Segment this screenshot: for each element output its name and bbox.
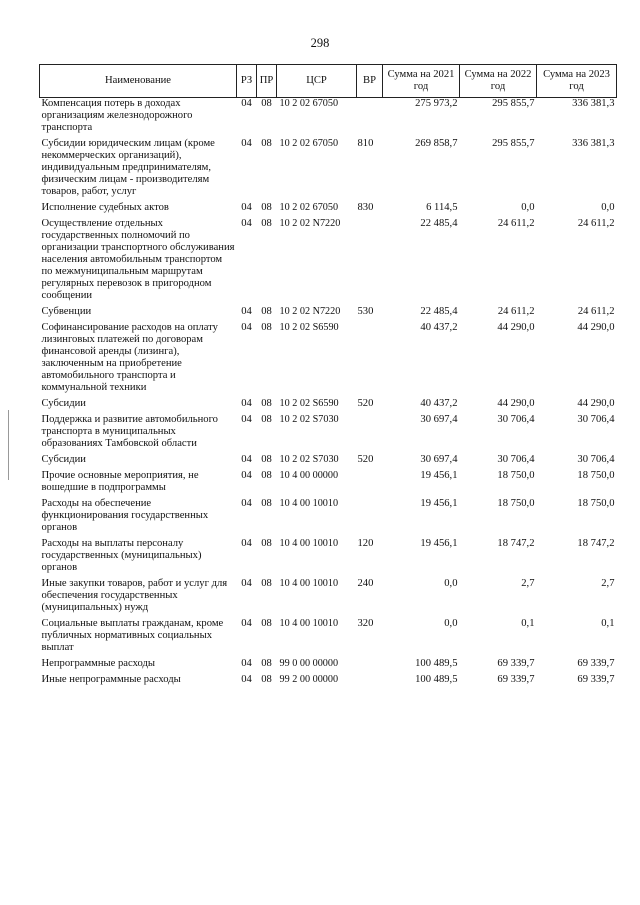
cell-vr bbox=[357, 322, 383, 398]
table-row bbox=[40, 414, 617, 454]
table-row bbox=[40, 674, 617, 690]
cell-vr bbox=[357, 98, 383, 139]
cell-name: Расходы на обеспечение функционирования государственных органов bbox=[41, 498, 209, 533]
table-row bbox=[40, 202, 617, 218]
cell-pr: 08 bbox=[261, 454, 272, 465]
cell-rz: 04 bbox=[241, 674, 252, 685]
cell-sum-2023: 69 339,7 bbox=[577, 674, 615, 685]
cell-name: Расходы на выплаты персоналу государственных (муниципальных) органов bbox=[41, 538, 202, 573]
cell-name: Иные закупки товаров, работ и услуг для обеспечения государственных (муниципальных) нужд bbox=[41, 578, 228, 613]
cell-vr bbox=[357, 658, 383, 674]
cell-pr: 08 bbox=[261, 98, 272, 109]
cell-sum-2021: 100 489,5 bbox=[415, 658, 458, 669]
cell-csr: 10 2 02 67050 bbox=[279, 202, 339, 213]
cell-sum-2023: 69 339,7 bbox=[577, 658, 615, 669]
table-row bbox=[40, 578, 617, 618]
cell-sum-2023: 336 381,3 bbox=[572, 138, 615, 149]
cell-vr: 240 bbox=[357, 578, 374, 589]
cell-sum-2021: 100 489,5 bbox=[415, 674, 458, 685]
table-body bbox=[40, 98, 617, 691]
cell-csr: 10 4 00 10010 bbox=[279, 578, 339, 589]
scan-margin-line bbox=[8, 410, 9, 480]
table-row bbox=[40, 306, 617, 322]
cell-csr: 10 2 02 67050 bbox=[279, 138, 339, 149]
cell-pr: 08 bbox=[261, 578, 272, 589]
cell-sum-2021: 22 485,4 bbox=[420, 218, 458, 229]
cell-csr: 10 2 02 67050 bbox=[279, 98, 339, 109]
table-row bbox=[40, 398, 617, 414]
header-rz: РЗ bbox=[237, 65, 257, 98]
cell-name: Исполнение судебных актов bbox=[41, 202, 169, 213]
table-header-row bbox=[40, 65, 617, 98]
cell-rz: 04 bbox=[241, 538, 252, 549]
cell-pr: 08 bbox=[261, 398, 272, 409]
cell-sum-2021: 40 437,2 bbox=[420, 398, 458, 409]
header-pr: ПР bbox=[257, 65, 277, 98]
cell-sum-2022: 18 750,0 bbox=[497, 498, 535, 509]
budget-table-container bbox=[39, 64, 616, 690]
header-name: Наименование bbox=[40, 65, 237, 98]
cell-rz: 04 bbox=[241, 454, 252, 465]
cell-rz: 04 bbox=[241, 618, 252, 629]
cell-name: Софинансирование расходов на оплату лизинговых платежей по договорам финансовой аренды (лизинга), заключенным на приобретение автомобильного транспорта и коммунальной техники bbox=[41, 322, 218, 393]
cell-sum-2021: 19 456,1 bbox=[420, 498, 458, 509]
cell-rz: 04 bbox=[241, 202, 252, 213]
header-sum-2022: Сумма на 2022 год bbox=[460, 65, 537, 98]
table-row bbox=[40, 470, 617, 498]
cell-sum-2023: 30 706,4 bbox=[577, 454, 615, 465]
cell-csr: 10 4 00 00000 bbox=[279, 470, 339, 481]
cell-pr: 08 bbox=[261, 470, 272, 481]
cell-sum-2022: 69 339,7 bbox=[497, 658, 535, 669]
cell-sum-2021: 0,0 bbox=[444, 618, 458, 629]
header-sum-2023: Сумма на 2023 год bbox=[537, 65, 617, 98]
cell-rz: 04 bbox=[241, 578, 252, 589]
cell-name: Субсидии bbox=[41, 454, 86, 465]
cell-rz: 04 bbox=[241, 414, 252, 425]
cell-sum-2023: 30 706,4 bbox=[577, 414, 615, 425]
table-row bbox=[40, 454, 617, 470]
cell-pr: 08 bbox=[261, 138, 272, 149]
cell-rz: 04 bbox=[241, 498, 252, 509]
budget-table bbox=[39, 64, 617, 690]
cell-rz: 04 bbox=[241, 306, 252, 317]
cell-csr: 10 4 00 10010 bbox=[279, 538, 339, 549]
cell-name: Компенсация потерь в доходах организациям железнодорожного транспорта bbox=[41, 98, 193, 133]
cell-pr: 08 bbox=[261, 538, 272, 549]
cell-name: Иные непрограммные расходы bbox=[41, 674, 181, 685]
header-vr: ВР bbox=[357, 65, 383, 98]
cell-sum-2023: 2,7 bbox=[601, 578, 615, 589]
cell-vr bbox=[357, 218, 383, 306]
cell-pr: 08 bbox=[261, 618, 272, 629]
cell-sum-2021: 269 858,7 bbox=[415, 138, 458, 149]
table-row bbox=[40, 498, 617, 538]
cell-sum-2022: 30 706,4 bbox=[497, 454, 535, 465]
cell-csr: 10 2 02 S6590 bbox=[279, 322, 339, 333]
cell-sum-2023: 0,0 bbox=[601, 202, 615, 213]
cell-vr bbox=[357, 498, 383, 538]
cell-sum-2022: 295 855,7 bbox=[492, 98, 535, 109]
cell-vr: 320 bbox=[357, 618, 374, 629]
table-row bbox=[40, 658, 617, 674]
table-row bbox=[40, 218, 617, 306]
cell-csr: 10 2 02 S7030 bbox=[279, 414, 339, 425]
table-row bbox=[40, 538, 617, 578]
cell-sum-2021: 40 437,2 bbox=[420, 322, 458, 333]
cell-sum-2021: 6 114,5 bbox=[426, 202, 458, 213]
cell-csr: 10 4 00 10010 bbox=[279, 618, 339, 629]
cell-sum-2022: 44 290,0 bbox=[497, 398, 535, 409]
cell-rz: 04 bbox=[241, 658, 252, 669]
header-sum-2021: Сумма на 2021 год bbox=[383, 65, 460, 98]
cell-sum-2022: 2,7 bbox=[521, 578, 535, 589]
cell-pr: 08 bbox=[261, 218, 272, 229]
cell-pr: 08 bbox=[261, 322, 272, 333]
cell-pr: 08 bbox=[261, 674, 272, 685]
cell-vr: 120 bbox=[357, 538, 374, 549]
cell-vr: 830 bbox=[357, 202, 374, 213]
cell-vr bbox=[357, 470, 383, 498]
cell-name: Прочие основные мероприятия, не вошедшие в подпрограммы bbox=[41, 470, 199, 493]
cell-sum-2022: 24 611,2 bbox=[497, 306, 535, 317]
cell-sum-2022: 24 611,2 bbox=[497, 218, 535, 229]
cell-name: Непрограммные расходы bbox=[41, 658, 155, 669]
cell-sum-2023: 44 290,0 bbox=[577, 398, 615, 409]
table-row bbox=[40, 618, 617, 658]
cell-sum-2023: 336 381,3 bbox=[572, 98, 615, 109]
cell-pr: 08 bbox=[261, 202, 272, 213]
cell-sum-2022: 18 750,0 bbox=[497, 470, 535, 481]
cell-csr: 10 2 02 S7030 bbox=[279, 454, 339, 465]
cell-rz: 04 bbox=[241, 138, 252, 149]
cell-sum-2021: 0,0 bbox=[444, 578, 458, 589]
cell-sum-2023: 24 611,2 bbox=[577, 306, 615, 317]
cell-pr: 08 bbox=[261, 306, 272, 317]
cell-vr: 810 bbox=[357, 138, 374, 149]
cell-name: Субсидии bbox=[41, 398, 86, 409]
cell-sum-2021: 19 456,1 bbox=[420, 470, 458, 481]
cell-sum-2023: 18 750,0 bbox=[577, 470, 615, 481]
cell-sum-2022: 18 747,2 bbox=[497, 538, 535, 549]
cell-csr: 10 4 00 10010 bbox=[279, 498, 339, 509]
cell-csr: 99 0 00 00000 bbox=[279, 658, 339, 669]
cell-name: Субвенции bbox=[41, 306, 92, 317]
cell-sum-2023: 24 611,2 bbox=[577, 218, 615, 229]
cell-vr: 530 bbox=[357, 306, 374, 317]
cell-sum-2021: 30 697,4 bbox=[420, 454, 458, 465]
cell-rz: 04 bbox=[241, 322, 252, 333]
cell-name: Поддержка и развитие автомобильного транспорта в муниципальных образованиях Тамбовской области bbox=[41, 414, 218, 449]
table-row bbox=[40, 322, 617, 398]
cell-sum-2023: 44 290,0 bbox=[577, 322, 615, 333]
cell-rz: 04 bbox=[241, 218, 252, 229]
cell-pr: 08 bbox=[261, 414, 272, 425]
cell-sum-2022: 0,1 bbox=[521, 618, 535, 629]
cell-vr: 520 bbox=[357, 454, 374, 465]
cell-sum-2021: 19 456,1 bbox=[420, 538, 458, 549]
cell-sum-2023: 0,1 bbox=[601, 618, 615, 629]
cell-rz: 04 bbox=[241, 98, 252, 109]
cell-rz: 04 bbox=[241, 470, 252, 481]
cell-sum-2023: 18 750,0 bbox=[577, 498, 615, 509]
cell-name: Субсидии юридическим лицам (кроме некоммерческих организаций), индивидуальным предпринимателям, физическим лицам - производителям товаров, работ, услуг bbox=[41, 138, 215, 197]
cell-sum-2021: 275 973,2 bbox=[415, 98, 458, 109]
cell-pr: 08 bbox=[261, 658, 272, 669]
cell-sum-2022: 69 339,7 bbox=[497, 674, 535, 685]
cell-pr: 08 bbox=[261, 498, 272, 509]
cell-sum-2022: 44 290,0 bbox=[497, 322, 535, 333]
cell-sum-2021: 22 485,4 bbox=[420, 306, 458, 317]
table-row bbox=[40, 98, 617, 139]
cell-sum-2021: 30 697,4 bbox=[420, 414, 458, 425]
cell-csr: 10 2 02 S6590 bbox=[279, 398, 339, 409]
cell-name: Социальные выплаты гражданам, кроме публичных нормативных социальных выплат bbox=[41, 618, 224, 653]
cell-csr: 10 2 02 N7220 bbox=[279, 218, 341, 229]
cell-sum-2022: 295 855,7 bbox=[492, 138, 535, 149]
table-row bbox=[40, 138, 617, 202]
cell-csr: 10 2 02 N7220 bbox=[279, 306, 341, 317]
cell-sum-2022: 0,0 bbox=[521, 202, 535, 213]
page-number: 298 bbox=[310, 36, 330, 50]
cell-vr bbox=[357, 414, 383, 454]
cell-sum-2022: 30 706,4 bbox=[497, 414, 535, 425]
cell-vr: 520 bbox=[357, 398, 374, 409]
cell-name: Осуществление отдельных государственных полномочий по организации транспортного обслуживания населения автомобильным транспортом по межмуниципальным маршрутам регулярных перевозок в пригородном сообщении bbox=[41, 218, 235, 301]
cell-sum-2023: 18 747,2 bbox=[577, 538, 615, 549]
cell-rz: 04 bbox=[241, 398, 252, 409]
cell-csr: 99 2 00 00000 bbox=[279, 674, 339, 685]
header-csr: ЦСР bbox=[277, 65, 357, 98]
cell-vr bbox=[357, 674, 383, 690]
